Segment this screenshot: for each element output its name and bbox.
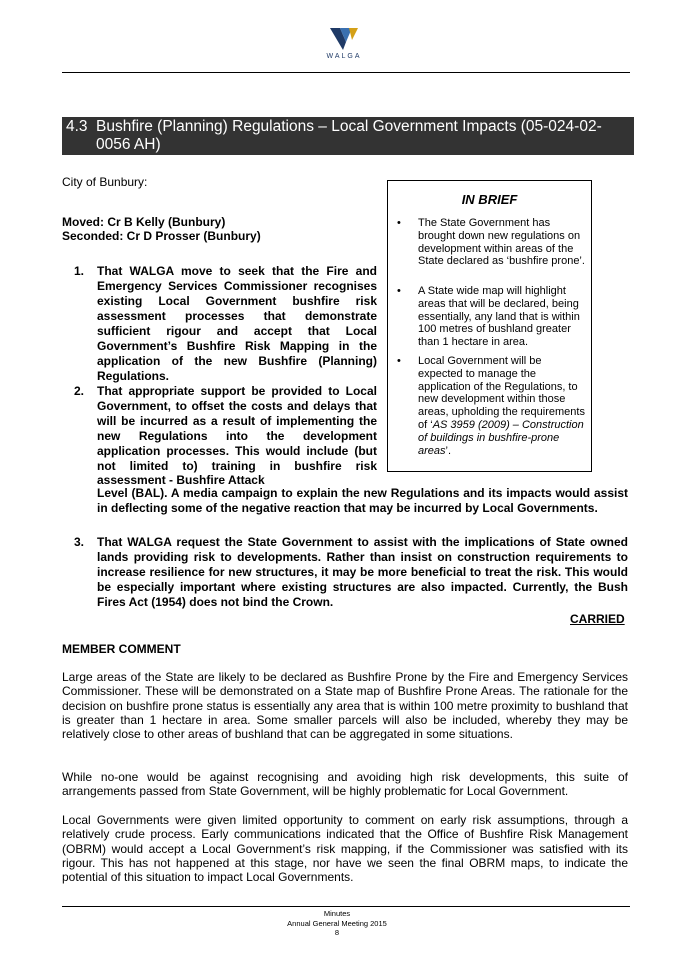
page-footer — [237, 909, 437, 938]
carried-label: CARRIED — [570, 612, 625, 626]
in-brief-item: • Local Government will be expected to manage the application of the Regulations, to new development within those areas, upholding the requirements of ‘AS 3959 (2009) – Construction of buildings in bushfire-prone areas’. — [397, 355, 585, 457]
section-heading — [62, 117, 634, 155]
member-comment-heading: MEMBER COMMENT — [62, 642, 181, 656]
resolution-text: That WALGA move to seek that the Fire and Emergency Services Commissioner recognises existing Local Government bushfire risk assessment processes that demonstrate sufficient rigour and accept that Local Government’s Bushfire Risk Mapping in the application of the new Bushfire (Planning) Regulations. — [97, 264, 377, 383]
moved-line: Moved: Cr B Kelly (Bunbury) — [62, 215, 226, 229]
walga-logo — [318, 28, 370, 68]
page-number: 8 — [334, 928, 340, 937]
header-divider — [62, 72, 630, 73]
seconded-line: Seconded: Cr D Prosser (Bunbury) — [62, 229, 261, 243]
resolution-text: That WALGA request the State Government to assist with the implications of State owned lands providing risk to developments. Rather than insist on construction requirements to increase resilience for new structures, it may be more beneficial to treat the risk. This would be especially important where existing structures are also impacted. Currently, the Bush Fires Act (1954) does not bind the Crown. — [97, 535, 628, 609]
resolution-number: 1. — [74, 264, 85, 278]
section-title: Bushfire (Planning) Regulations – Local Government Impacts (05-024-02-0056 AH) — [96, 118, 602, 153]
member-comment-paragraph: Large areas of the State are likely to be declared as Bushfire Prone by the Fire and Emergency Services Commissioner. These will be demonstrated on a State map of Bushfire Prone Areas. The rationale for the decision on bushfire prone status is essentially any area that is within 100 metre proximity to bushland that is greater than 1 hectare in area. Some smaller parcels will also be included, whereby they may be relatively close to other areas of bushland that can be aggregated in some situations. — [62, 670, 628, 742]
footer-line: Minutes — [323, 909, 351, 918]
walga-logo-icon — [330, 28, 358, 50]
section-number: 4.3 — [66, 118, 88, 135]
member-comment-paragraph: While no-one would be against recognising and avoiding high risk developments, this suite of arrangements passed from State Government, will be highly problematic for Local Government. — [62, 770, 628, 799]
resolution-text-continued: Level (BAL). A media campaign to explain the new Regulations and its impacts would assist in deflecting some of the negative reaction that may be incurred by Local Governments. — [97, 486, 628, 515]
footer-line: Annual General Meeting 2015 — [287, 918, 387, 928]
in-brief-title: IN BRIEF — [461, 192, 518, 207]
resolution-number: 2. — [74, 384, 85, 398]
in-brief-item: • The State Government has brought down new regulations on development within areas of the State declared as ‘bushfire prone’. — [397, 217, 585, 268]
member-comment-paragraph: Local Governments were given limited opportunity to comment on early risk assumptions, through a relatively crude process. Early communications indicated that the Office of Bushfire Risk Management (OBRM) would accept a Local Government’s risk mapping, if the Commissioner was satisfied with its rigour. This has not happened at this stage, nor have we seen the final OBRM maps, to indicate the potential of this situation to impact Local Governments. — [62, 813, 628, 885]
submitter: City of Bunbury: — [62, 175, 148, 189]
logo-text: WALGA — [326, 53, 362, 60]
bullet-icon: • — [397, 217, 401, 229]
bullet-icon: • — [397, 285, 401, 297]
in-brief-box — [387, 180, 592, 472]
footer-divider — [62, 906, 630, 907]
standard-reference: AS 3959 (2009) – Construction of buildings in bushfire-prone areas — [418, 418, 584, 457]
in-brief-item: • A State wide map will highlight areas that will be declared, being essentially, any land that is within 100 metres of bushland greater than 1 hectare in area. — [397, 285, 580, 349]
bullet-icon: • — [397, 355, 401, 367]
resolution-number: 3. — [74, 535, 85, 549]
resolution-text: That appropriate support be provided to Local Government, to offset the costs and delays that will be incurred as a result of implementing the new Regulations into the development application processes. This would include (but not limited to) training in bushfire risk assessment - Bushfire Attack — [97, 384, 377, 488]
